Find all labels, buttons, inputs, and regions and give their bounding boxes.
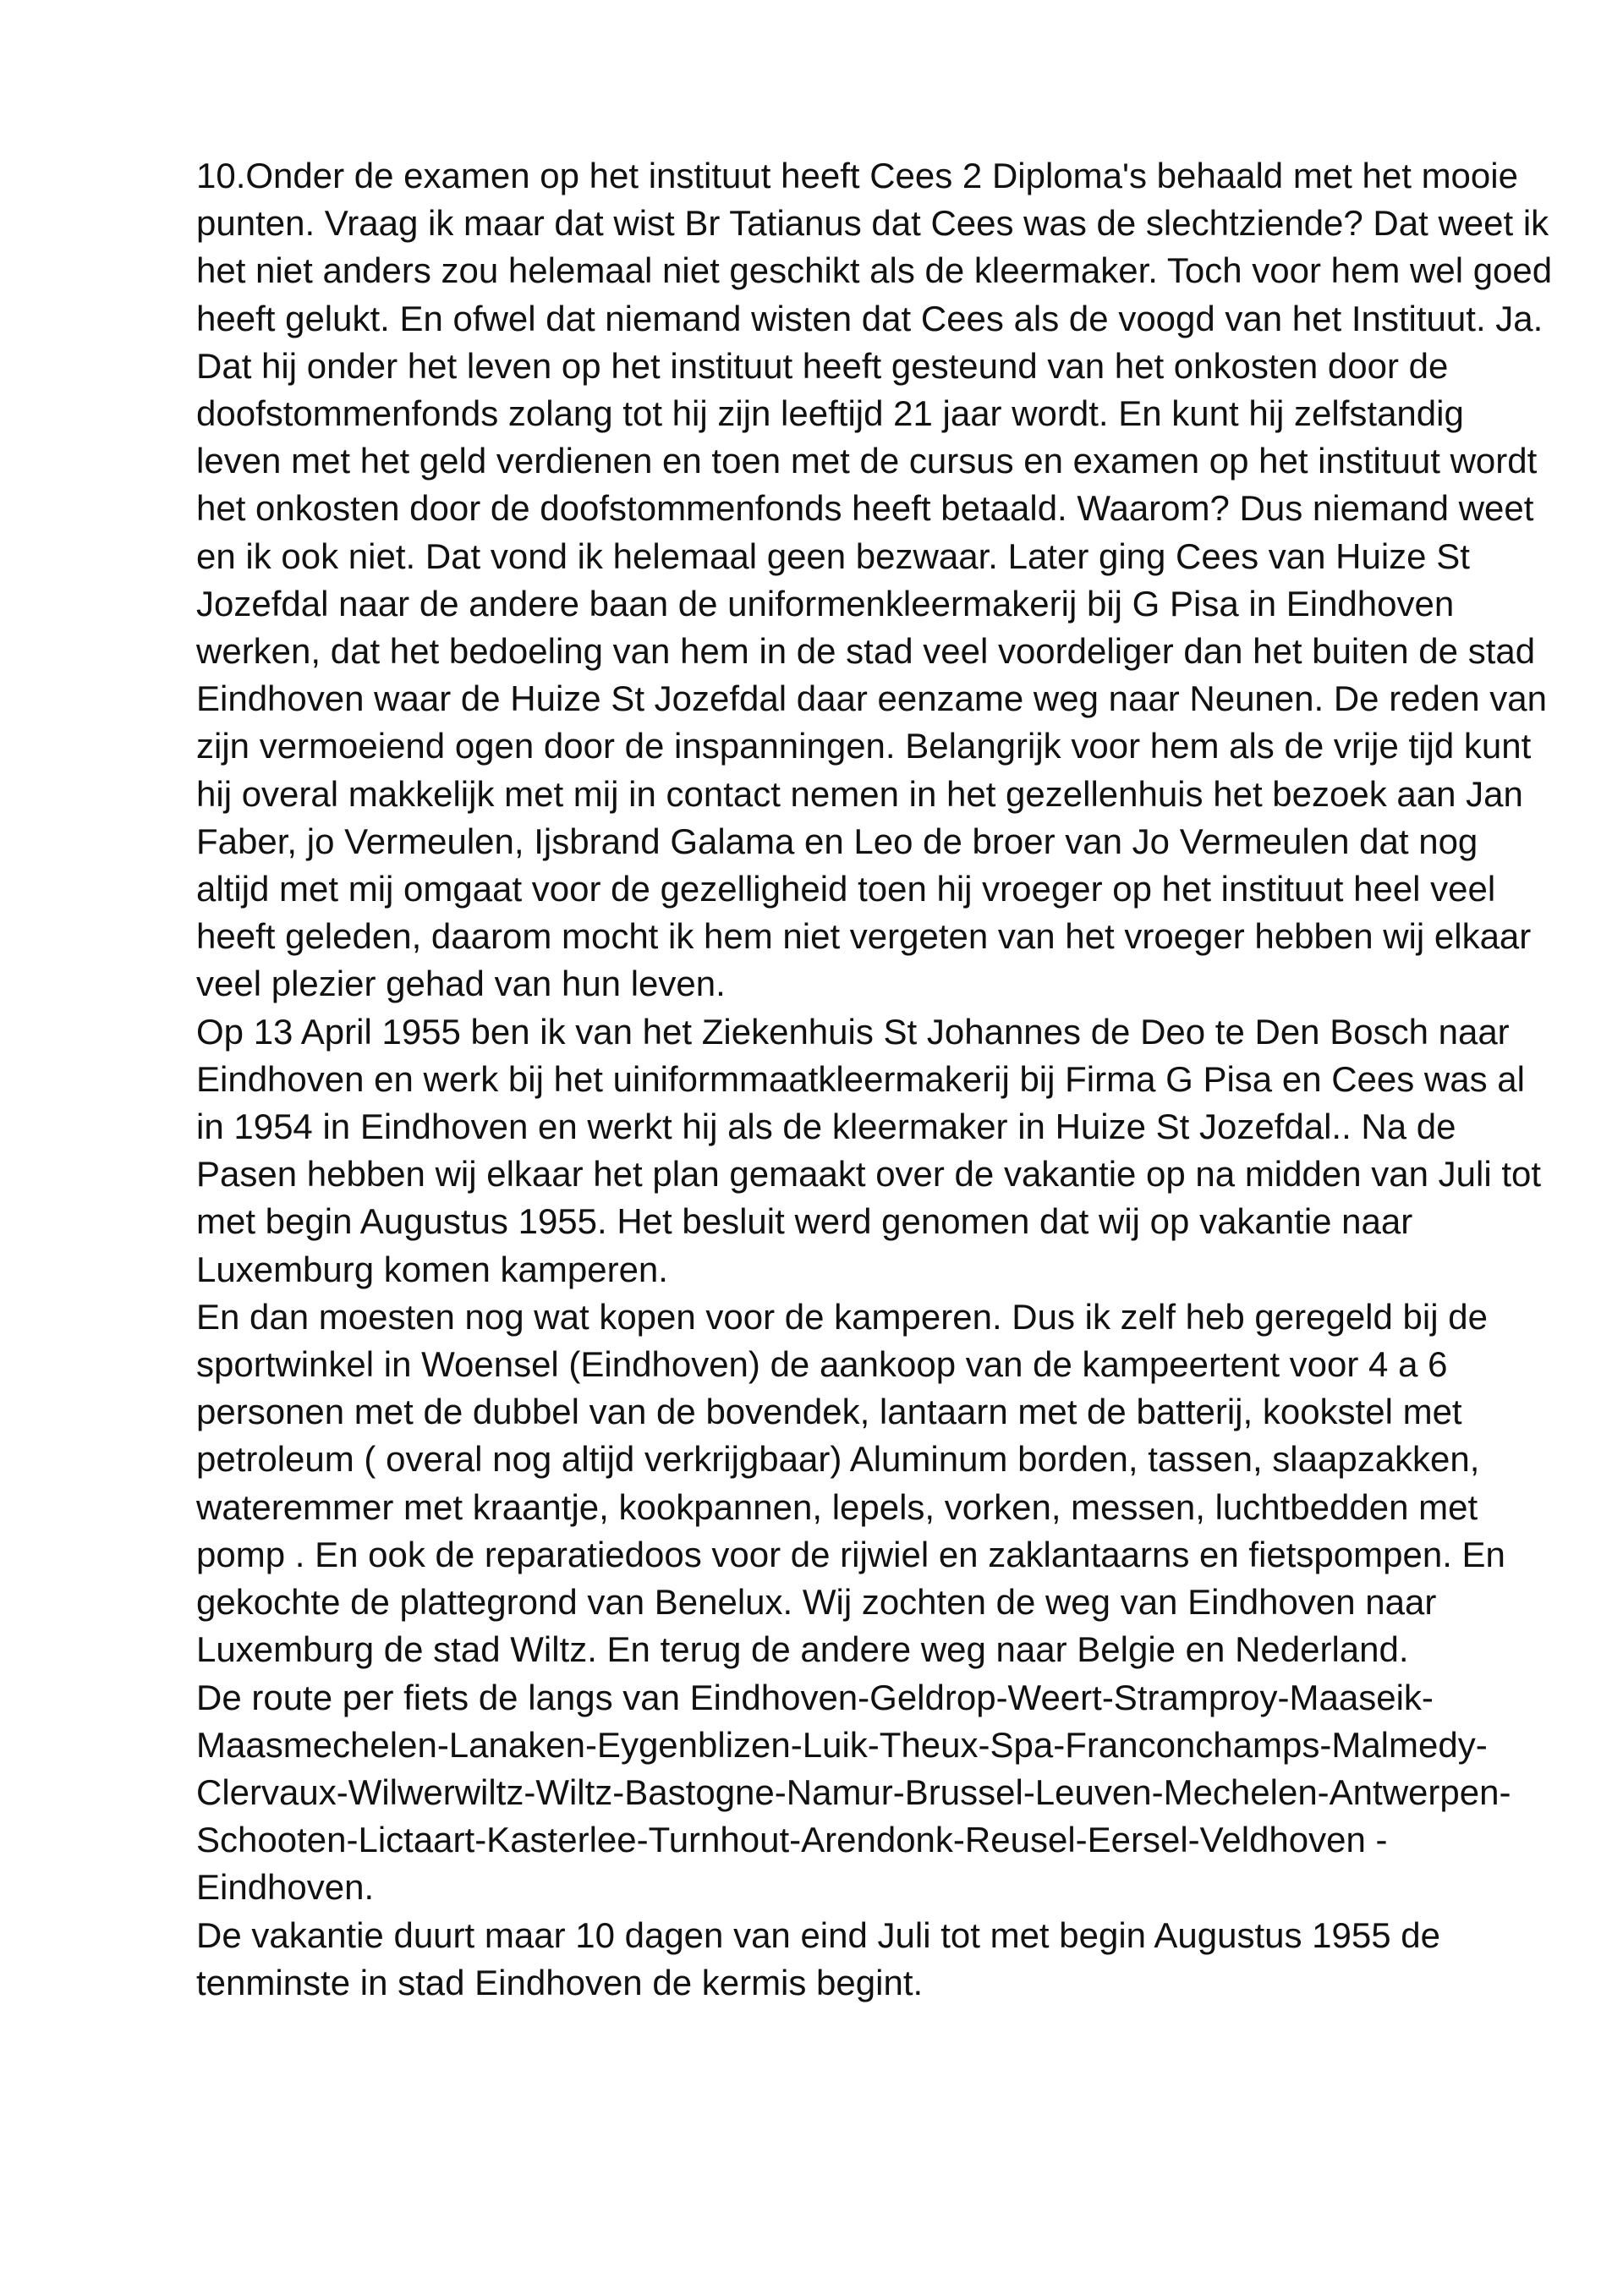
paragraph-bicycle-route: De route per fiets de langs van Eindhoven-Geldrop-Weert-Stramproy-Maaseik-Maasmechelen-Lanaken-Eygenblizen-Luik-Theux-Spa-Franconchamps-Malmedy-Clervaux-Wilwerwiltz-Wiltz-Bastogne-Namur-Brussel-Leuven-Mechelen-Antwerpen-Schooten-Lictaart-Kasterlee-Turnhout-Arendonk-Reusel-Eersel-Veldhoven -Eindhoven. (196, 1677, 1511, 1908)
paragraph-april-1955: Op 13 April 1955 ben ik van het Ziekenhuis St Johannes de Deo te Den Bosch naar Eindhoven en werk bij het uiniformmaatkleermakerij bij Firma G Pisa en Cees was al in 1954 in Eindhoven en werkt hij als de kleermaker in Huize St Jozefdal.. Na de Pasen hebben wij elkaar het plan gemaakt over de vakantie op na midden van Juli tot met begin Augustus 1955. Het besluit werd genomen dat wij op vakantie naar Luxemburg komen kamperen. (196, 1011, 1542, 1289)
paragraph-camping-purchases: En dan moesten nog wat kopen voor de kamperen. Dus ik zelf heb geregeld bij de sportwinkel in Woensel (Eindhoven) de aankoop van de kampeertent voor 4 a 6 personen met de dubbel van de bovendek, lantaarn met de batterij, kookstel met petroleum ( overal nog altijd verkrijgbaar) Aluminum borden, tassen, slaapzakken, wateremmer met kraantje, kookpannen, lepels, vorken, messen, luchtbedden met pomp . En ook de reparatiedoos voor de rijwiel en zaklantaarns en fietspompen. En gekochte de plattegrond van Benelux. Wij zochten de weg van Eindhoven naar Luxemburg de stad Wiltz. En terug de andere weg naar Belgie en Nederland. (196, 1296, 1505, 1670)
document-body (196, 152, 1558, 2007)
paragraph-diplomas: 10.Onder de examen op het instituut heeft Cees 2 Diploma's behaald met het mooie punten. Vraag ik maar dat wist Br Tatianus dat Cees was de slechtziende? Dat weet ik het niet anders zou helemaal niet geschikt als de kleermaker. Toch voor hem wel goed heeft gelukt. En ofwel dat niemand wisten dat Cees als de voogd van het Instituut. Ja. Dat hij onder het leven op het instituut heeft gesteund van het onkosten door de doofstommenfonds zolang tot hij zijn leeftijd 21 jaar wordt. En kunt hij zelfstandig leven met het geld verdienen en toen met de cursus en examen op het instituut wordt het onkosten door de doofstommenfonds heeft betaald. Waarom? Dus niemand weet en ik ook niet. Dat vond ik helemaal geen bezwaar. Later ging Cees van Huize St Jozefdal naar de andere baan de uniformenkleermakerij bij G Pisa in Eindhoven werken, dat het bedoeling van hem in de stad veel voordeliger dan het buiten de stad Eindhoven waar de Huize St Jozefdal daar eenzame weg naar Neunen. De reden van zijn vermoeiend ogen door de inspanningen. Belangrijk voor hem als de vrije tijd kunt hij overal makkelijk met mij in contact nemen in het gezellenhuis het bezoek aan Jan Faber, jo Vermeulen, Ijsbrand Galama en Leo de broer van Jo Vermeulen dat nog altijd met mij omgaat voor de gezelligheid toen hij vroeger op het instituut heel veel heeft geleden, daarom mocht ik hem niet vergeten van het vroeger hebben wij elkaar veel plezier gehad van hun leven. (196, 156, 1553, 1004)
paragraph-vacation-duration: De vakantie duurt maar 10 dagen van eind Juli tot met begin Augustus 1955 de tenminste in stad Eindhoven de kermis begint. (196, 1914, 1440, 2002)
